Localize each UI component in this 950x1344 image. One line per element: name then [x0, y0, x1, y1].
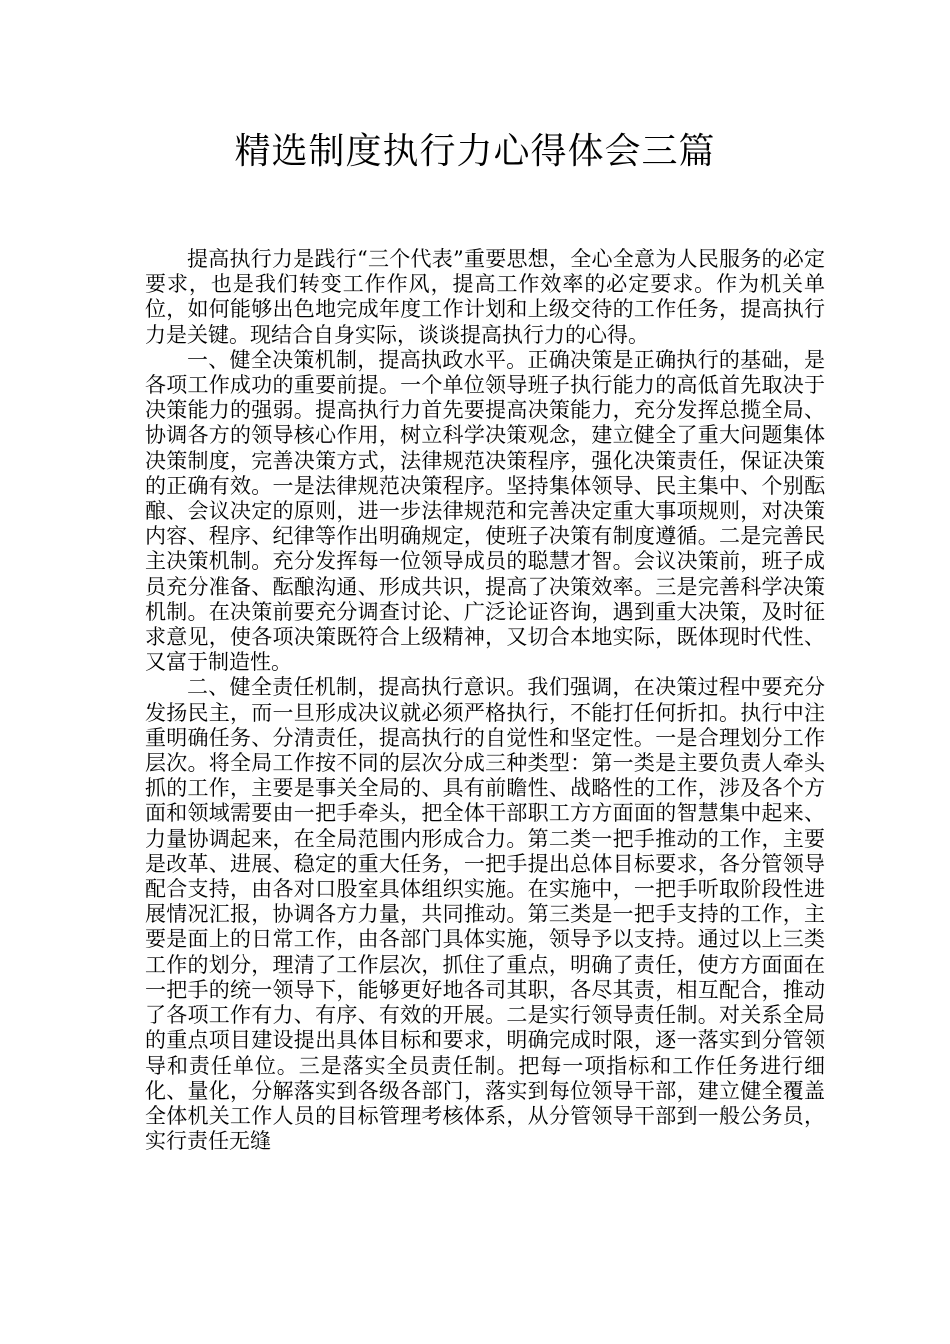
document-title: 精选制度执行力心得体会三篇: [234, 131, 716, 172]
paragraph-section-one: 一、健全决策机制，提高执政水平。正确决策是正确执行的基础，是各项工作成功的重要前提。一个单位领导班子执行能力的高低首先取决于决策能力的强弱。提高执行力首先要提高决策能力，充分发挥总揽全局、协调各方的领导核心作用，树立科学决策观念，建立健全了重大问题集体决策制度，完善决策方式，法律规范决策程序，强化决策责任，保证决策的正确有效。一是法律规范决策程序。坚持集体领导、民主集中、个别酝酿、会议决定的原则，进一步法律规范和完善决定重大事项规则，对决策内容、程序、纪律等作出明确规定，使班子决策有制度遵循。二是完善民主决策机制。充分发挥每一位领导成员的聪慧才智。会议决策前，班子成员充分准备、酝酿沟通、形成共识，提高了决策效率。三是完善科学决策机制。在决策前要充分调查讨论、广泛论证咨询，遇到重大决策，及时征求意见，使各项决策既符合上级精神，又切合本地实际，既体现时代性、又富于制造性。: [145, 347, 825, 675]
paragraph-intro: 提高执行力是践行“三个代表”重要思想，全心全意为人民服务的必定要求，也是我们转变工作作风，提高工作效率的必定要求。作为机关单位，如何能够出色地完成年度工作计划和上级交待的工作任务，提高执行力是关键。现结合自身实际，谈谈提高执行力的心得。: [145, 247, 825, 347]
document-body: [145, 247, 825, 1154]
paragraph-section-two: 二、健全责任机制，提高执行意识。我们强调，在决策过程中要充分发扬民主，而一旦形成决议就必须严格执行，不能打任何折扣。执行中注重明确任务、分清责任，提高执行的自觉性和坚定性。一是合理划分工作层次。将全局工作按不同的层次分成三种类型：第一类是主要负责人牵头抓的工作，主要是事关全局的、具有前瞻性、战略性的工作，涉及各个方面和领域需要由一把手牵头，把全体干部职工方方面面的智慧集中起来、力量协调起来，在全局范围内形成合力。第二类一把手推动的工作，主要是改革、进展、稳定的重大任务，一把手提出总体目标要求，各分管领导配合支持，由各对口股室具体组织实施。在实施中，一把手听取阶段性进展情况汇报，协调各方力量，共同推动。第三类是一把手支持的工作，主要是面上的日常工作，由各部门具体实施，领导予以支持。通过以上三类工作的划分，理清了工作层次，抓住了重点，明确了责任，使方方面面在一把手的统一领导下，能够更好地各司其职，各尽其责，相互配合，推动了各项工作有力、有序、有效的开展。二是实行领导责任制。对关系全局的重点项目建设提出具体目标和要求，明确完成时限，逐一落实到分管领导和责任单位。三是落实全员责任制。把每一项指标和工作任务进行细化、量化，分解落实到各级各部门，落实到每位领导干部，建立健全覆盖全体机关工作人员的目标管理考核体系，从分管领导干部到一般公务员，实行责任无缝: [145, 675, 825, 1154]
